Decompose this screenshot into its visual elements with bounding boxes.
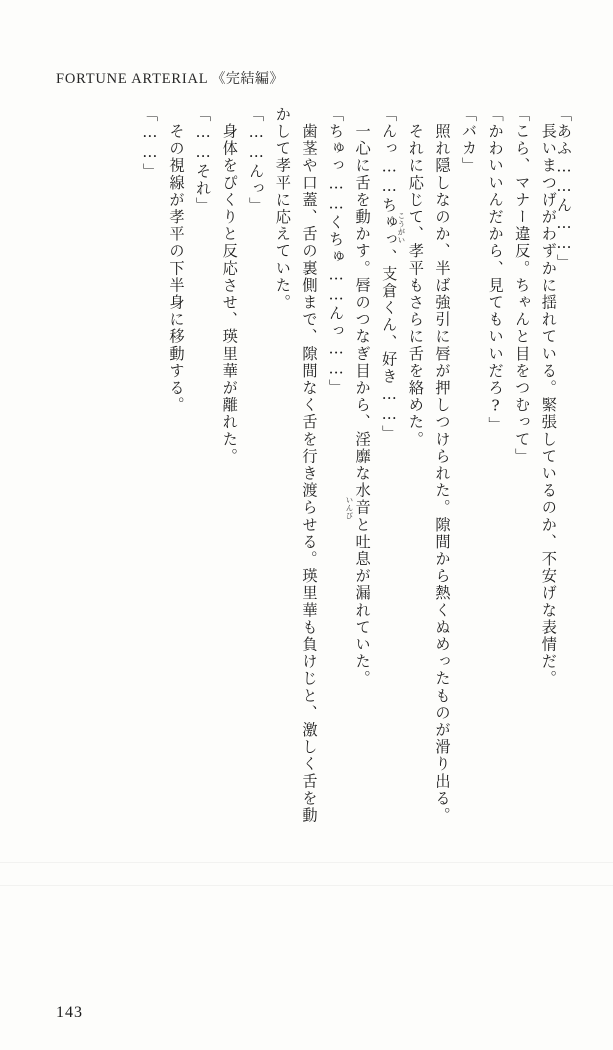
text-column: 長いまつげがわずかに揺れている。緊張しているのか、不安げな表情だ。 — [539, 106, 558, 688]
text-column: 「ちゅっ……くちゅ……んっ……」 — [327, 106, 346, 397]
text-column: 「かわいいんだから、見てもいいだろ?」 — [486, 106, 505, 434]
text-column: 一心に舌を動かす。唇のつなぎ目から、淫靡な水音と吐息が漏れていた。 — [353, 106, 372, 688]
running-head — [56, 68, 284, 88]
text-column: 「あふ……ん……」 — [555, 106, 573, 272]
text-column: 「……」 — [140, 106, 159, 180]
text-column: 身体をぴくりと反応させ、瑛里華が離れた。 — [220, 106, 239, 466]
text-column: それに応じて、孝平もさらに舌を絡めた。 — [406, 106, 425, 448]
ruby-annotation: いんび — [345, 496, 354, 520]
page-number: 143 — [56, 1004, 83, 1021]
ruby-annotation: こうがい — [397, 212, 406, 244]
text-column: その視線が孝平の下半身に移動する。 — [167, 106, 186, 414]
text-column: 照れ隠しなのか、半ば強引に唇が押しつけられた。隙間から熱くぬめったものが滑り出る。 — [433, 106, 452, 825]
text-column: 「……んっ」 — [247, 106, 266, 215]
text-column: 「んっ……ちゅっ、支倉くん、好き……」 — [380, 106, 399, 443]
vertical-text-body — [130, 106, 571, 986]
text-column: 歯茎や口蓋、舌の裏側まで、隙間なく舌を行き渡らせる。瑛里華も負けじと、激しく舌を動 — [300, 106, 319, 825]
running-head-title: FORTUNE ARTERIAL — [56, 71, 209, 87]
running-head-subtitle: 《完結編》 — [211, 71, 284, 87]
text-column: 「こら、マナー違反。ちゃんと目をつむって」 — [513, 106, 532, 466]
text-column: 「……それ」 — [194, 106, 213, 215]
text-column: 「バカ」 — [460, 106, 479, 175]
text-column: かして孝平に応えていた。 — [273, 106, 292, 312]
